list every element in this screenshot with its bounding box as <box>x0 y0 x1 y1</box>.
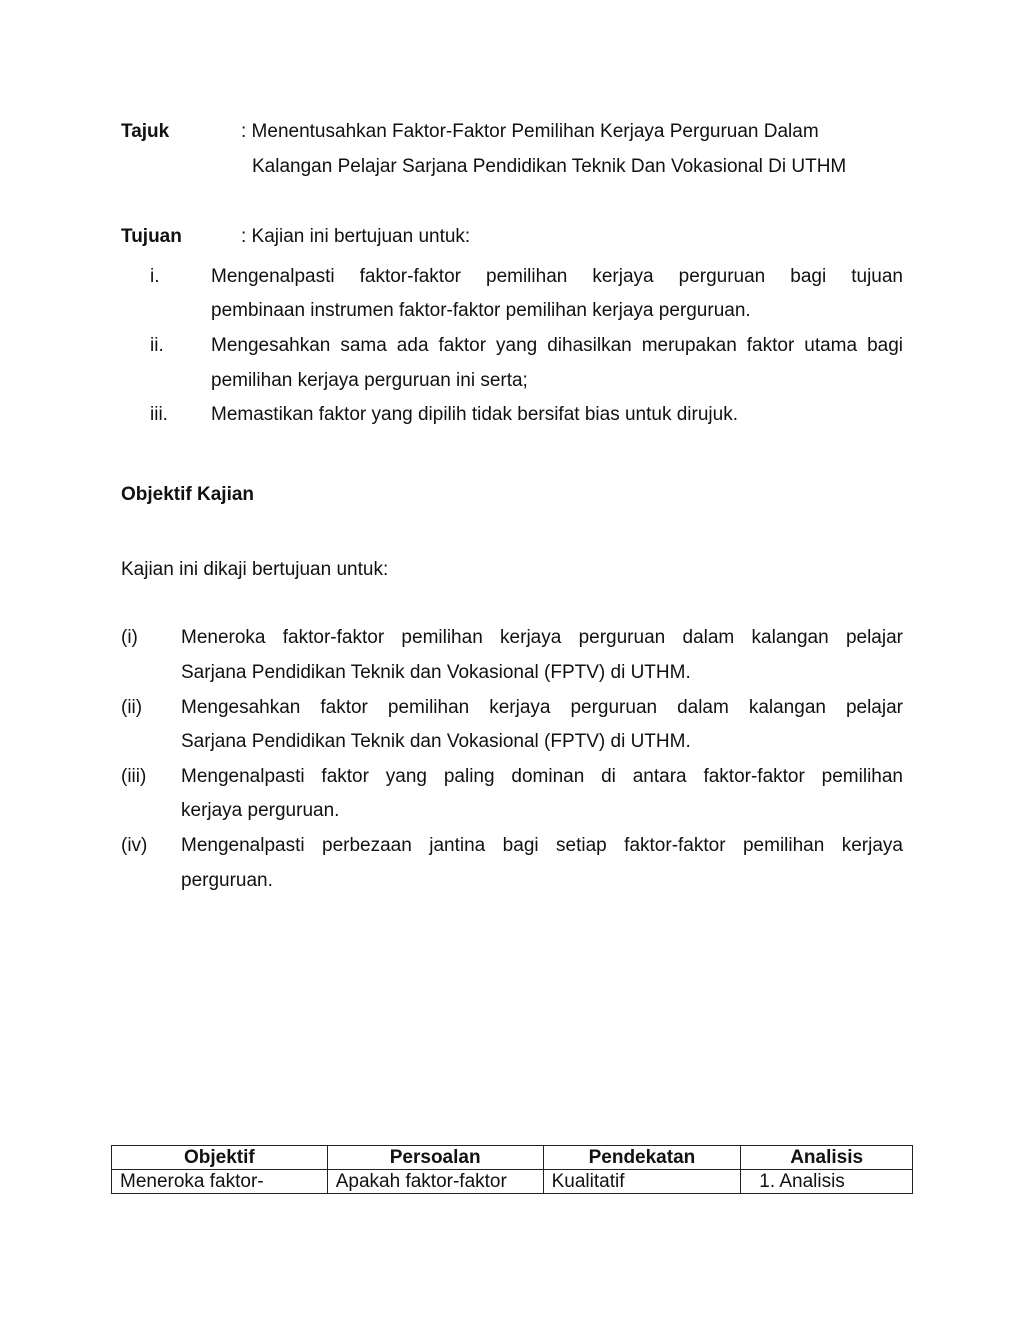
table-header-row <box>112 1146 913 1170</box>
table-header-persoalan: Persoalan <box>327 1146 543 1170</box>
objektif-item-3-line-2: kerjaya perguruan. <box>181 800 340 821</box>
objektif-item-2-line-1: Mengesahkan faktor pemilihan kerjaya perguruan dalam kalangan pelajar <box>181 697 903 718</box>
objektif-table <box>111 1145 913 1194</box>
tujuan-label: Tujuan <box>121 226 182 247</box>
tujuan-item-2-line-2: pemilihan kerjaya perguruan ini serta; <box>211 370 528 391</box>
objektif-item-4-line-2: perguruan. <box>181 870 273 891</box>
objektif-item-4-marker: (iv) <box>121 835 148 856</box>
objektif-intro: Kajian ini dikaji bertujuan untuk: <box>121 559 389 580</box>
objektif-item-2-line-2: Sarjana Pendidikan Teknik dan Vokasional (FPTV) di UTHM. <box>181 731 691 752</box>
table-cell-analisis: 1. Analisis <box>741 1170 913 1194</box>
tujuan-item-1-marker: i. <box>150 266 160 287</box>
tujuan-item-3-line-1: Memastikan faktor yang dipilih tidak bersifat bias untuk dirujuk. <box>211 404 738 425</box>
tujuan-item-1-line-1: Mengenalpasti faktor-faktor pemilihan kerjaya perguruan bagi tujuan <box>211 266 903 287</box>
objektif-heading: Objektif Kajian <box>121 484 255 505</box>
tujuan-intro: : Kajian ini bertujuan untuk: <box>241 226 471 247</box>
table-header-pendekatan: Pendekatan <box>543 1146 741 1170</box>
objektif-item-4-line-1: Mengenalpasti perbezaan jantina bagi setiap faktor-faktor pemilihan kerjaya <box>181 835 903 856</box>
objektif-item-3-line-1: Mengenalpasti faktor yang paling dominan di antara faktor-faktor pemilihan <box>181 766 903 787</box>
tajuk-line-1: : Menentusahkan Faktor-Faktor Pemilihan Kerjaya Perguruan Dalam <box>241 121 819 142</box>
tujuan-item-2-line-1: Mengesahkan sama ada faktor yang dihasilkan merupakan faktor utama bagi <box>211 335 903 356</box>
tajuk-label: Tajuk <box>121 121 170 142</box>
objektif-item-3-marker: (iii) <box>121 766 147 787</box>
objektif-item-1-marker: (i) <box>121 627 138 648</box>
table-cell-objektif: Meneroka faktor- <box>112 1170 328 1194</box>
table-header-analisis: Analisis <box>741 1146 913 1170</box>
table-cell-persoalan: Apakah faktor-faktor <box>327 1170 543 1194</box>
objektif-item-1-line-1: Meneroka faktor-faktor pemilihan kerjaya perguruan dalam kalangan pelajar <box>181 627 903 648</box>
table-row <box>112 1170 913 1194</box>
tujuan-item-1-line-2: pembinaan instrumen faktor-faktor pemilihan kerjaya perguruan. <box>211 300 751 321</box>
table-cell-pendekatan: Kualitatif <box>543 1170 741 1194</box>
objektif-item-1-line-2: Sarjana Pendidikan Teknik dan Vokasional (FPTV) di UTHM. <box>181 662 691 683</box>
tajuk-line-2: Kalangan Pelajar Sarjana Pendidikan Teknik Dan Vokasional Di UTHM <box>252 156 847 177</box>
objektif-item-2-marker: (ii) <box>121 697 143 718</box>
tujuan-item-3-marker: iii. <box>150 404 168 425</box>
tujuan-item-2-marker: ii. <box>150 335 164 356</box>
table-header-objektif: Objektif <box>112 1146 328 1170</box>
